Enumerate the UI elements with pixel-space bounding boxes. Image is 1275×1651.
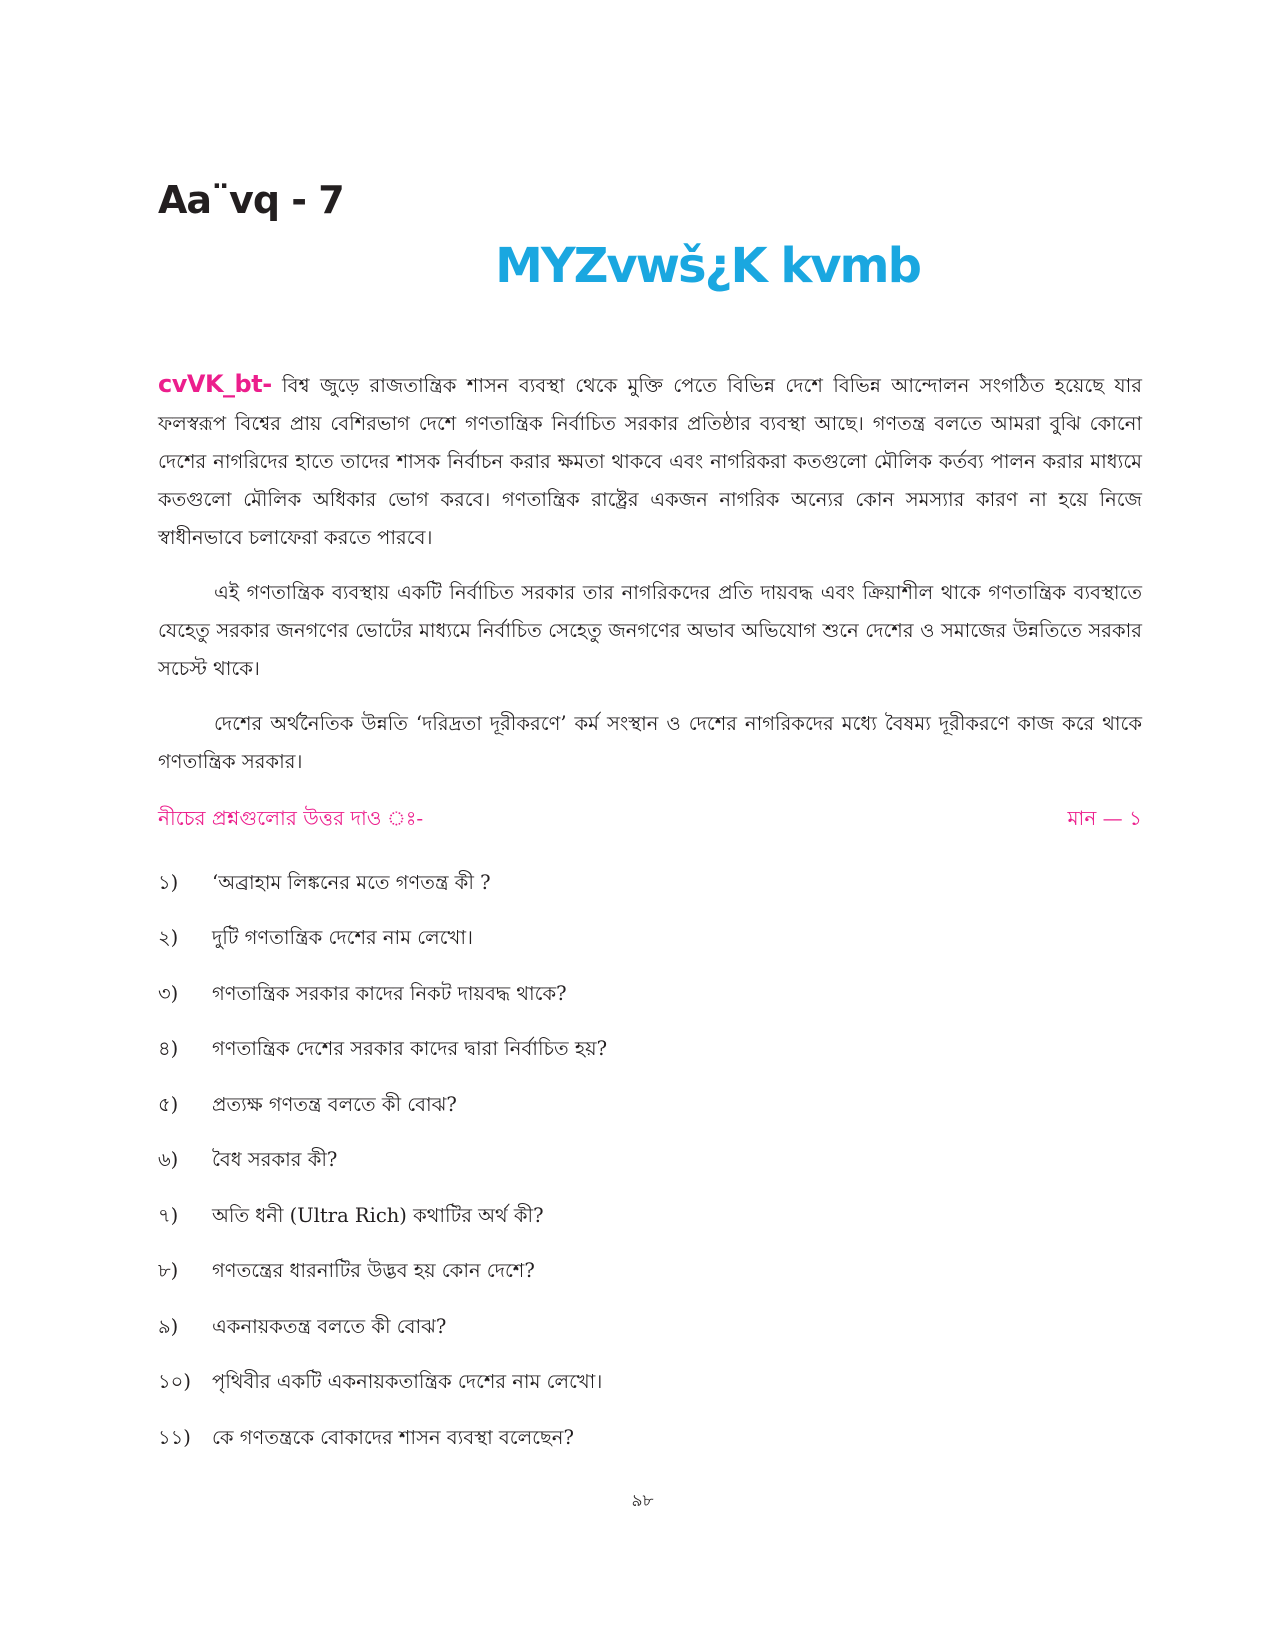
question-number: ১১) [158, 1425, 191, 1449]
question-number: ৪) [158, 1037, 179, 1061]
questions-heading: নীচের প্রশ্নগুলোর উত্তর দাও ঃ- [158, 805, 424, 830]
page-number: ৯৮ [631, 1491, 654, 1511]
question-item [158, 968, 1142, 1024]
question-text: গণতান্ত্রিক দেশের সরকার কাদের দ্বারা নির্বাচিত হয়? [212, 1037, 608, 1061]
question-number: ৯) [158, 1314, 179, 1338]
question-number: ৮) [158, 1259, 179, 1283]
question-number: ১) [158, 870, 179, 894]
page-content [158, 365, 1142, 1468]
question-text: গণতন্ত্রের ধারনাটির উদ্ভব হয় কোন দেশে? [212, 1259, 535, 1283]
question-number: ৩) [158, 981, 179, 1005]
chapter-label: Aa¨vq - 7 [158, 178, 344, 222]
question-text: অতি ধনী (Ultra Rich) কথাটির অর্থ কী? [212, 1203, 544, 1227]
question-item [158, 1135, 1142, 1191]
questions-header [158, 801, 1142, 839]
question-text: ‘অব্রাহাম লিঙ্কনের মতে গণতন্ত্র কী ? [212, 870, 491, 894]
question-text: একনায়কতন্ত্র বলতে কী বোঝ? [212, 1314, 447, 1338]
question-text: গণতান্ত্রিক সরকার কাদের নিকট দায়বদ্ধ থাকে? [212, 981, 567, 1005]
question-text: পৃথিবীর একটি একনায়কতান্ত্রিক দেশের নাম লেখো। [212, 1370, 603, 1394]
question-text: দুটি গণতান্ত্রিক দেশের নাম লেখো। [212, 926, 473, 950]
question-item [158, 1079, 1142, 1135]
question-text: বৈধ সরকার কী? [212, 1148, 338, 1172]
question-item [158, 857, 1142, 913]
question-item [158, 1024, 1142, 1080]
body-paragraph-2: দেশের অর্থনৈতিক উন্নতি ‘দরিদ্রতা দূরীকরণে’ কর্ম সংস্থান ও দেশের নাগরিকদের মধ্যে বৈষম্য দূরীকরণে কাজ করে থাকে গণতান্ত্রিক সরকার। [158, 712, 1142, 773]
intro-paragraph [158, 365, 1142, 557]
question-text: প্রত্যক্ষ গণতন্ত্র বলতে কী বোঝ? [212, 1092, 457, 1116]
intro-label: cvVK_bt- [158, 370, 272, 398]
question-item [158, 913, 1142, 969]
question-item [158, 1190, 1142, 1246]
question-item [158, 1301, 1142, 1357]
question-list [158, 857, 1142, 1468]
question-number: ৬) [158, 1148, 179, 1172]
chapter-title: MYZvwš¿K kvmb [495, 238, 920, 294]
intro-text: বিশ্ব জুড়ে রাজতান্ত্রিক শাসন ব্যবস্থা থেকে মুক্তি পেতে বিভিন্ন দেশে বিভিন্ন আন্দোলন সংগঠিত হয়েছে যার ফলস্বরূপ বিশ্বের প্রায় বেশিরভাগ দেশে গণতান্ত্রিক নির্বাচিত সরকার প্রতিষ্ঠার ব্যবস্থা আছে। গণতন্ত্র বলতে আমরা বুঝি কোনো দেশের নাগরিদের হাতে তাদের শাসক নির্বাচন করার ক্ষমতা থাকবে এবং নাগরিকরা কতগুলো মৌলিক কর্তব্য পালন করার মাধ্যমে কতগুলো মৌলিক অধিকার ভোগ করবে। গণতান্ত্রিক রাষ্ট্রের একজন নাগরিক অন্যের কোন সমস্যার কারণ না হয়ে নিজে স্বাধীনভাবে চলাফেরা করতে পারবে। [158, 374, 1142, 549]
question-text: কে গণতন্ত্রকে বোকাদের শাসন ব্যবস্থা বলেছেন? [212, 1425, 574, 1449]
body-paragraph-1: এই গণতান্ত্রিক ব্যবস্থায় একটি নির্বাচিত সরকার তার নাগরিকদের প্রতি দায়বদ্ধ এবং ক্রিয়াশীল থাকে গণতান্ত্রিক ব্যবস্থাতে যেহেতু সরকার জনগণের ভোটের মাধ্যমে নির্বাচিত সেহেতু জনগণের অভাব অভিযোগ শুনে দেশের ও সমাজের উন্নতিতে সরকার সচেস্ট থাকে। [158, 581, 1142, 680]
marks-label: মান — ১ [1067, 805, 1142, 830]
question-number: ১০) [158, 1370, 191, 1394]
question-item [158, 1246, 1142, 1302]
question-item [158, 1357, 1142, 1413]
question-item [158, 1412, 1142, 1468]
question-number: ২) [158, 926, 179, 950]
question-number: ৭) [158, 1203, 179, 1227]
question-number: ৫) [158, 1092, 179, 1116]
